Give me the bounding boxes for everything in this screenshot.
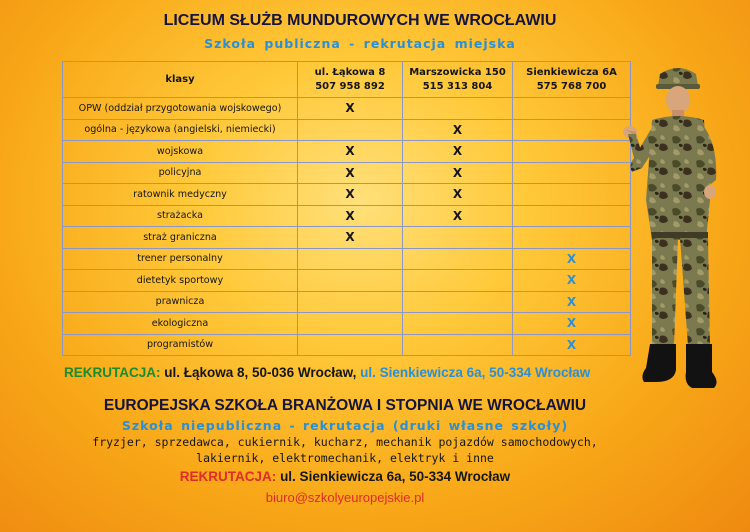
mark-marszowicka	[403, 227, 513, 249]
class-name: programistów	[63, 334, 298, 356]
address-sienkiewicza: ul. Sienkiewicza 6a, 50-334 Wrocław	[360, 365, 591, 380]
table-row	[63, 334, 631, 356]
class-name: ratownik medyczny	[63, 184, 298, 206]
phone-number: 515 313 804	[422, 80, 493, 92]
class-name: ekologiczna	[63, 313, 298, 335]
mark-marszowicka	[403, 291, 513, 313]
school-title: LICEUM SŁUŻB MUNDUROWYCH WE WROCŁAWIU	[163, 12, 557, 29]
table-header-row	[63, 62, 631, 98]
class-name: trener personalny	[63, 248, 298, 270]
mark-lakowa	[298, 334, 403, 356]
mark-lakowa	[298, 270, 403, 292]
column-header-marszowicka: Marszowicka 150 515 313 804	[403, 62, 513, 98]
mark-sienkiewicza	[513, 205, 631, 227]
table-row	[63, 98, 631, 120]
mark-marszowicka: X	[403, 184, 513, 206]
table-row	[63, 119, 631, 141]
mark-marszowicka: X	[403, 162, 513, 184]
class-name: strażacka	[63, 205, 298, 227]
phone-number: 507 958 892	[315, 80, 385, 92]
mark-marszowicka	[403, 248, 513, 270]
mark-sienkiewicza: X	[513, 334, 631, 356]
recruitment-label: REKRUTACJA:	[64, 365, 161, 380]
table-row	[63, 162, 631, 184]
mark-marszowicka: X	[403, 205, 513, 227]
mark-sienkiewicza: X	[513, 313, 631, 335]
table-row	[63, 184, 631, 206]
mark-lakowa: X	[298, 98, 403, 120]
column-header-sienkiewicza: Sienkiewicza 6A 575 768 700	[513, 62, 631, 98]
mark-marszowicka	[403, 313, 513, 335]
mark-sienkiewicza: X	[513, 270, 631, 292]
mark-marszowicka	[403, 270, 513, 292]
mark-lakowa: X	[298, 205, 403, 227]
mark-sienkiewicza	[513, 227, 631, 249]
school2-recruitment-label: REKRUTACJA:	[179, 469, 277, 484]
table-row	[63, 205, 631, 227]
recruitment-line	[64, 365, 590, 380]
mark-lakowa: X	[298, 227, 403, 249]
mark-sienkiewicza: X	[513, 248, 631, 270]
classes-table	[62, 61, 631, 356]
mark-marszowicka	[403, 98, 513, 120]
class-name: OPW (oddział przygotowania wojskowego)	[63, 98, 298, 120]
school2-recruitment-address: ul. Sienkiewicza 6a, 50-334 Wrocław	[280, 469, 511, 484]
table-row	[63, 141, 631, 163]
column-header-lakowa: ul. Łąkowa 8 507 958 892	[298, 62, 403, 98]
mark-lakowa: X	[298, 184, 403, 206]
table-row	[63, 291, 631, 313]
column-header-classes: klasy	[63, 62, 298, 98]
professions-line-2: lakiernik, elektromechanik, elektryk i inne	[196, 451, 494, 465]
mark-marszowicka: X	[403, 141, 513, 163]
mark-marszowicka	[403, 334, 513, 356]
class-name: policyjna	[63, 162, 298, 184]
mark-lakowa: X	[298, 141, 403, 163]
mark-sienkiewicza	[513, 141, 631, 163]
mark-lakowa	[298, 248, 403, 270]
mark-lakowa	[298, 119, 403, 141]
mark-marszowicka: X	[403, 119, 513, 141]
class-name: ogólna - językowa (angielski, niemiecki)	[63, 119, 298, 141]
school2-subtitle: Szkoła niepubliczna - rekrutacja (druki własne szkoły)	[121, 418, 569, 433]
address-lakowa: ul. Łąkowa 8, 50-036 Wrocław,	[164, 365, 357, 380]
mark-lakowa: X	[298, 162, 403, 184]
professions-line-1: fryzjer, sprzedawca, cukiernik, kucharz, mechanik pojazdów samochodowych,	[92, 435, 598, 449]
mark-sienkiewicza: X	[513, 291, 631, 313]
table-row	[63, 313, 631, 335]
mark-lakowa	[298, 313, 403, 335]
class-name: prawnicza	[63, 291, 298, 313]
table-row	[63, 227, 631, 249]
school-subtitle: Szkoła publiczna - rekrutacja miejska	[204, 36, 516, 51]
table-row	[63, 270, 631, 292]
contact-email[interactable]: biuro@szkolyeuropejskie.pl	[265, 490, 425, 505]
mark-sienkiewicza	[513, 184, 631, 206]
mark-sienkiewicza	[513, 162, 631, 184]
class-name: wojskowa	[63, 141, 298, 163]
mark-sienkiewicza	[513, 98, 631, 120]
table-row	[63, 248, 631, 270]
mark-sienkiewicza	[513, 119, 631, 141]
class-name: dietetyk sportowy	[63, 270, 298, 292]
soldier-image	[622, 62, 740, 402]
phone-number: 575 768 700	[536, 80, 607, 92]
school2-title: EUROPEJSKA SZKOŁA BRANŻOWA I STOPNIA WE WROCŁAWIU	[103, 397, 587, 414]
school2-recruitment	[0, 469, 690, 484]
mark-lakowa	[298, 291, 403, 313]
class-name: straż graniczna	[63, 227, 298, 249]
